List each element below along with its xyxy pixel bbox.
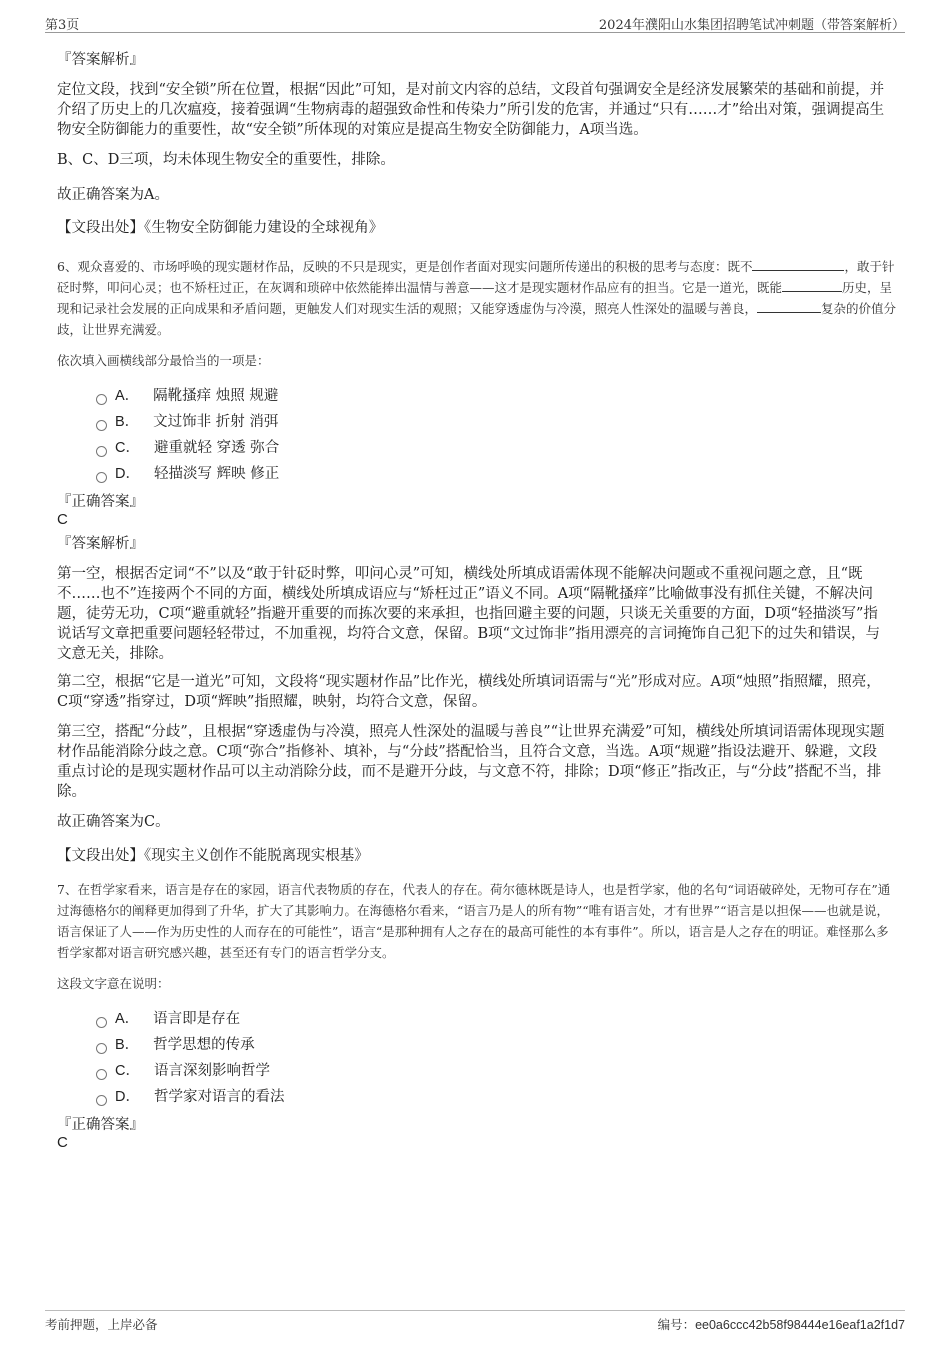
q6-stem-part-a: 6、观众喜爱的、市场呼唤的现实题材作品，反映的不只是现实，更是创作者面对现实问题所传递出的积极的思考与态度：既不 bbox=[57, 259, 753, 274]
radio-icon[interactable] bbox=[96, 394, 107, 405]
q6-analysis-label: 『答案解析』 bbox=[57, 536, 144, 552]
radio-icon[interactable] bbox=[96, 1043, 107, 1054]
q6-analysis-p4: 故正确答案为C。 bbox=[57, 814, 170, 830]
q6-prompt: 依次填入画横线部分最恰当的一项是： bbox=[57, 353, 270, 368]
page-header bbox=[45, 12, 905, 33]
document-title: 2024年濮阳山水集团招聘笔试冲刺题（带答案解析） bbox=[598, 18, 905, 33]
page-footer bbox=[45, 1310, 905, 1335]
q6-stem-part-b: ，敢于针砭时弊，叩问心灵；也不矫枉过正，在灰调和琐碎中依然能捧出温情与善意——这才是现实题材作品应有的担当。它是一道光，既能 bbox=[57, 259, 895, 295]
q5-analysis-p3: 故正确答案为A。 bbox=[57, 187, 169, 203]
radio-icon[interactable] bbox=[96, 420, 107, 431]
q6-option-c[interactable]: C． 避重就轻 穿透 弥合 bbox=[96, 438, 279, 458]
q6-analysis-p1: 第一空，根据否定词“不”以及“敢于针砭时弊，叩问心灵”可知，横线处所填成语需体现不能解决问题或不重视问题之意，且“既不……也不”连接两个不同的方面，横线处所填成语应与“矫枉过正”语义不同。A项“隔靴搔痒”比喻做事没有抓住关键，不解决问题，徒劳无功，C项“避重就轻”指避开重要的而拣次要的来承担，也指回避主要的问题，只谈无关重要的方面，D项“轻描淡写”指说话写文章把重要问题轻轻带过，不加重视，均符合文意，保留。B项“文过饰非”指用漂亮的言词掩饰自己犯下的过失和错误，与文意无关，排除。 bbox=[57, 566, 880, 662]
q6-stem-part-c: 历史，呈现和记录社会发展的正向成果和矛盾问题，更触发人们对现实生活的观照；又能穿透虚伪与冷漠，照亮人性深处的温暖与善良， bbox=[57, 280, 893, 316]
radio-icon[interactable] bbox=[96, 472, 107, 483]
q6-blank-3 bbox=[757, 298, 821, 313]
q6-stem-part-d: 复杂的价值分歧，让世界充满爱。 bbox=[57, 301, 897, 337]
q5-source: 【文段出处】《生物安全防御能力建设的全球视角》 bbox=[57, 220, 384, 236]
q6-source: 【文段出处】《现实主义创作不能脱离现实根基》 bbox=[57, 848, 369, 864]
footer-code-value: ee0a6ccc42b58f98444e16eaf1a2f1d7 bbox=[695, 1318, 905, 1332]
q6-blank-2 bbox=[782, 277, 842, 292]
radio-icon[interactable] bbox=[96, 446, 107, 457]
q7-option-c[interactable]: C． 语言深刻影响哲学 bbox=[96, 1061, 270, 1081]
q7-answer-label: 『正确答案』 bbox=[57, 1117, 144, 1133]
q6-stem bbox=[57, 256, 897, 340]
q6-option-d[interactable]: D． 轻描淡写 辉映 修正 bbox=[96, 464, 279, 484]
q6-answer: C bbox=[57, 511, 68, 528]
footer-code bbox=[658, 1315, 905, 1333]
footer-slogan: 考前押题，上岸必备 bbox=[45, 1317, 158, 1332]
q7-prompt: 这段文字意在说明： bbox=[57, 976, 170, 991]
q6-answer-label: 『正确答案』 bbox=[57, 494, 144, 510]
radio-icon[interactable] bbox=[96, 1069, 107, 1080]
q6-analysis-p3: 第三空，搭配“分歧”，且根据“穿透虚伪与冷漠，照亮人性深处的温暖与善良”“让世界充满爱”可知，横线处所填词语需体现现实题材作品能消除分歧之意。C项“弥合”指修补、填补，与“分歧”搭配恰当，且符合文意，当选。A项“规避”指设法避开、躲避，文段重点讨论的是现实题材作品可以主动消除分歧，而不是避开分歧，与文意不符，排除；D项“修正”指改正，与“分歧”搭配不当，排除。 bbox=[57, 724, 885, 800]
q7-answer: C bbox=[57, 1134, 68, 1151]
q7-option-b[interactable]: B． 哲学思想的传承 bbox=[96, 1035, 255, 1055]
q5-analysis-p2: B、C、D三项，均未体现生物安全的重要性，排除。 bbox=[57, 152, 395, 168]
q6-analysis-p2: 第二空，根据“它是一道光”可知，文段将“现实题材作品”比作光，横线处所填词语需与“光”形成对应。A项“烛照”指照耀，照亮，C项“穿透”指穿过，D项“辉映”指照耀，映射，均符合文意，保留。 bbox=[57, 674, 881, 710]
q6-blank-1 bbox=[752, 256, 844, 271]
page-number: 第3页 bbox=[45, 18, 80, 33]
radio-icon[interactable] bbox=[96, 1095, 107, 1106]
q6-option-a[interactable]: A． 隔靴搔痒 烛照 规避 bbox=[96, 386, 278, 406]
q5-analysis-p1: 定位文段，找到“安全锁”所在位置，根据“因此”可知，是对前文内容的总结，文段首句强调安全是经济发展繁荣的基础和前提，并介绍了历史上的几次瘟疫，接着强调“生物病毒的超强致命性和传染力”所引发的危害，并通过“只有……才”给出对策，强调提高生物安全防御能力的重要性，故“安全锁”所体现的对策应是提高生物安全防御能力，A项当选。 bbox=[57, 82, 885, 138]
footer-code-label: 编号： bbox=[657, 1317, 696, 1332]
q7-stem: 7、在哲学家看来，语言是存在的家园，语言代表物质的存在，代表人的存在。荷尔德林既是诗人，也是哲学家，他的名句“词语破碎处，无物可存在”通过海德格尔的阐释更加得到了升华，扩大了其影响力。在海德格尔看来，“语言乃是人的所有物”“唯有语言处，才有世界”“语言是以担保——也就是说，语言保证了人——作为历史性的人而存在的可能性”，语言“是那种拥有人之存在的最高可能性的本有事件”。所以，语言是人之存在的明证。难怪那么多哲学家都对语言研究感兴趣，甚至还有专门的语言哲学分支。 bbox=[57, 882, 891, 960]
q7-option-d[interactable]: D． 哲学家对语言的看法 bbox=[96, 1087, 284, 1107]
q6-option-b[interactable]: B． 文过饰非 折射 消弭 bbox=[96, 412, 278, 432]
q5-analysis-label: 『答案解析』 bbox=[57, 52, 144, 68]
radio-icon[interactable] bbox=[96, 1017, 107, 1028]
q7-option-a[interactable]: A． 语言即是存在 bbox=[96, 1009, 240, 1029]
